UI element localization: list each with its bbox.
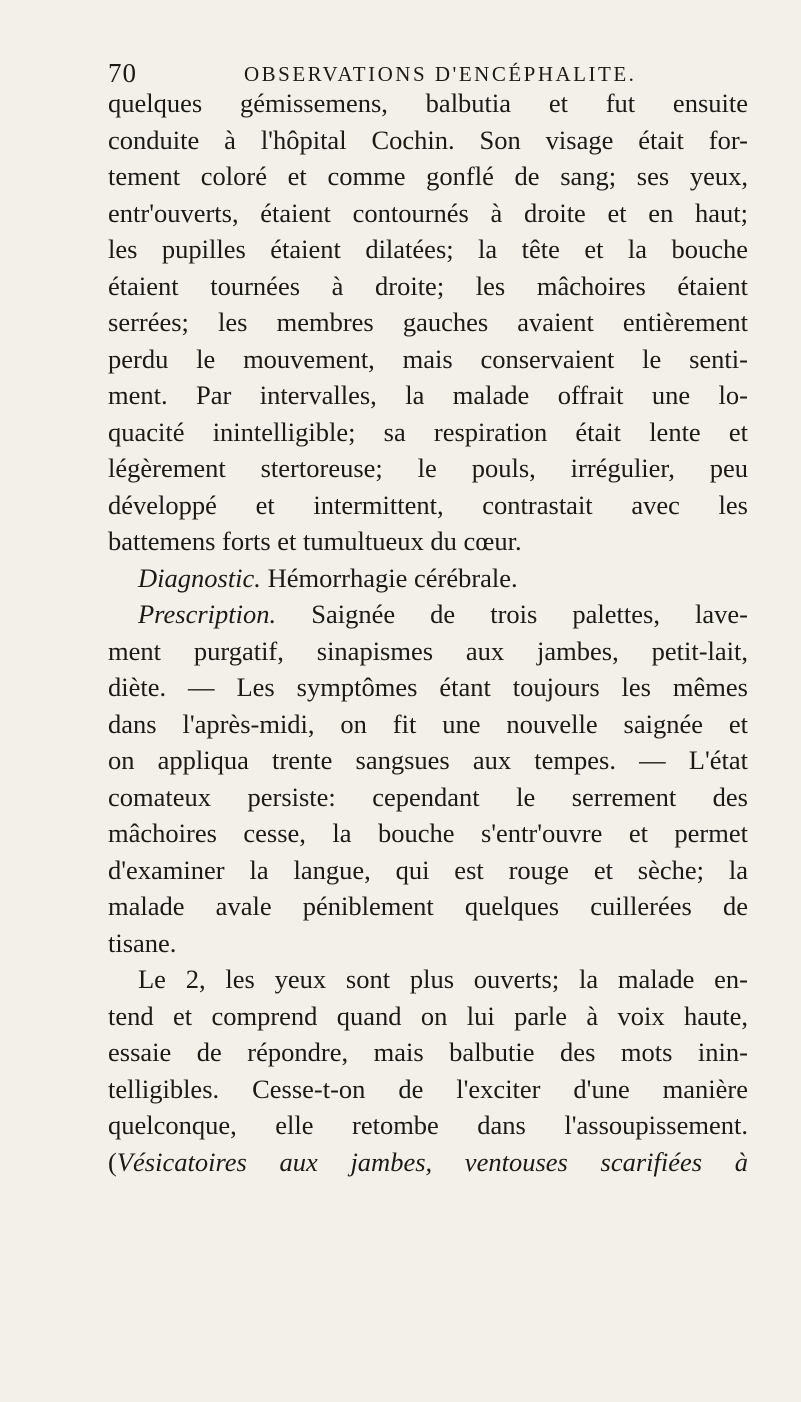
text-line: perdu le mouvement, mais conservaient le senti- [108,343,748,374]
page-number: 70 [108,58,137,88]
text-line: tisane. [108,927,177,958]
text-line: quelques gémissemens, balbutia et fut ensuite [108,88,748,118]
text-line: essaie de répondre, mais balbutie des mots inin- [108,1037,748,1067]
section-label-diagnostic: Diagnostic. [138,562,261,593]
text-line: serrées; les membres gauches avaient entièrement [108,307,748,337]
running-title: OBSERVATIONS D'ENCÉPHALITE. [244,62,637,86]
text-line: dans l'après-midi, on fit une nouvelle saignée et [108,708,748,739]
body-text [108,85,748,1180]
section-label-prescription: Prescription. [138,599,277,629]
text-line-diagnostic: Diagnostic. Hémorrhagie cérébrale. [138,562,518,593]
text-line: malade avale péniblement quelques cuillerées de [108,891,748,921]
text-line: diète. — Les symptômes étant toujours les mêmes [108,672,748,702]
text-line: mâchoires cesse, la bouche s'entr'ouvre et permet [108,818,748,848]
text-line: tend et comprend quand on lui parle à voix haute, [108,1000,748,1031]
text-line: telligibles. Cesse-t-on de l'exciter d'une manière [108,1073,748,1104]
text-line: d'examiner la langue, qui est rouge et sèche; la [108,854,748,885]
text-line: entr'ouverts, étaient contournés à droite et en haut; [108,197,748,228]
text-line: étaient tournées à droite; les mâchoires étaient [108,270,748,301]
text-line: les pupilles étaient dilatées; la tête et la bouche [108,234,748,264]
text-line: quacité inintelligible; sa respiration était lente et [108,416,748,447]
text-line: comateux persiste: cependant le serrement des [108,781,748,812]
text-line: conduite à l'hôpital Cochin. Son visage était for- [108,124,748,155]
text-line: développé et intermittent, contrastait avec les [108,489,748,520]
text-line: ment purgatif, sinapismes aux jambes, petit-lait, [108,635,748,666]
text-line: tement coloré et comme gonflé de sang; ses yeux, [108,161,748,191]
text-line: Le 2, les yeux sont plus ouverts; la malade en- [138,964,748,994]
text-line-prescription: Prescription. Saignée de trois palettes, lave- [138,599,748,629]
text-line: légèrement stertoreuse; le pouls, irrégulier, peu [108,453,748,483]
text-line: on appliqua trente sangsues aux tempes. — L'état [108,745,748,775]
text-line: ment. Par intervalles, la malade offrait une lo- [108,380,748,410]
text-line-prescription-continued: (Vésicatoires aux jambes, ventouses scarifiées à [108,1146,748,1177]
italic-prescription-text: Vésicatoires aux jambes, ventouses scarifiées à [116,1146,748,1177]
text-line: quelconque, elle retombe dans l'assoupissement. [108,1110,748,1140]
text-line: battemens forts et tumultueux du cœur. [108,526,522,556]
